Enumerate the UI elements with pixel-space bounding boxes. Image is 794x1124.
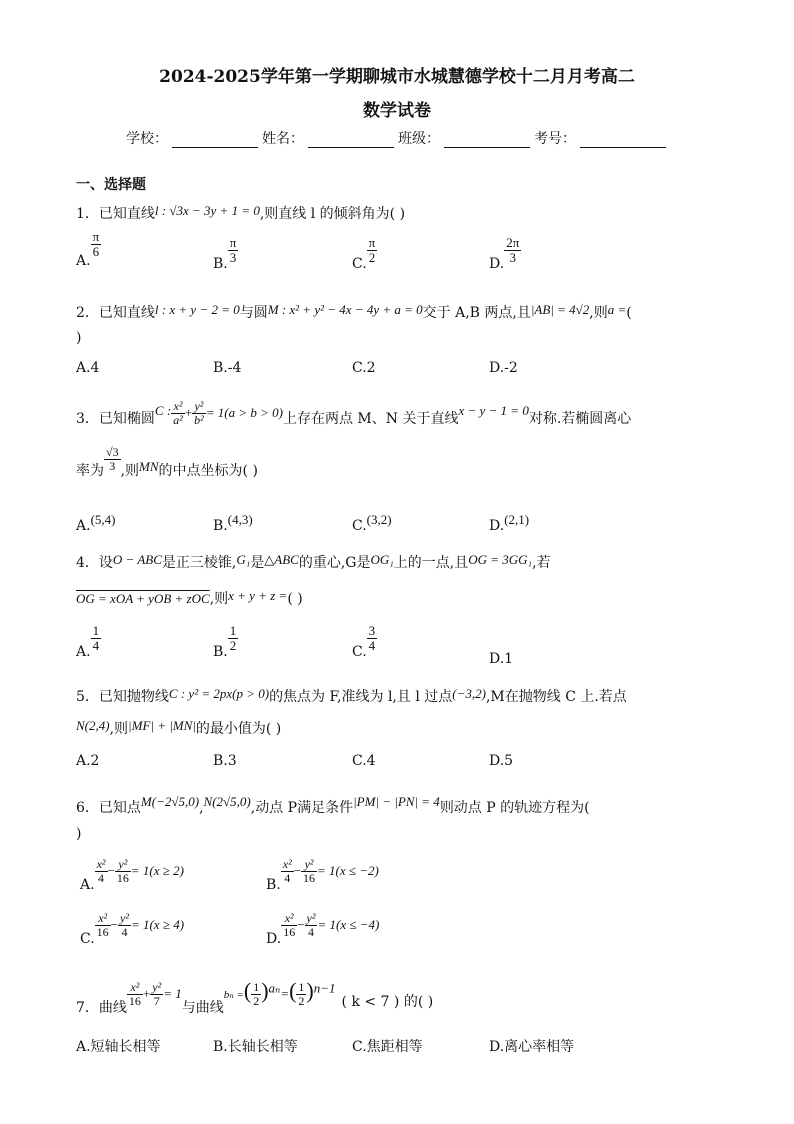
q2-option-a: A.4	[76, 360, 100, 376]
q6-option-b: B. $\frac{\text{x²}}{4}$ − $\frac{\text{y²}}{16}$ = 1(x ≤ −2)	[266, 857, 379, 894]
exam-title-line1: 2024-2025学年第一学期聊城市水城慧德学校十二月月考高二	[159, 67, 635, 87]
q7-option-b: B.长轴长相等	[213, 1039, 298, 1055]
q4-option-a: A. $\frac{1}{4}$	[76, 623, 100, 661]
question-3: 3．已知椭圆C : $\frac{\text{x²}}{\text{a²}}$ + $\frac{\text{y²}}{\text{b²}}$ = 1(a > b > 0)上存在两点 M、N 关于直线x − y − 1 = 0对称.若椭圆离心	[76, 399, 632, 428]
exam-no-blank	[580, 133, 666, 148]
question-3-line2: 率为 $\frac{√3}{3}$ ,则MN的中点坐标为( )	[76, 445, 258, 480]
exam-no-label: 考号：	[534, 131, 576, 147]
question-2: 2．已知直线l : x + y − 2 = 0与圆M : x² + y² − 4x − 4y + a = 0交于 A,B 两点,且|AB| = 4√2,则a =(	[76, 302, 632, 321]
q2-option-b: B.-4	[213, 360, 242, 376]
school-label: 学校：	[126, 131, 168, 147]
q2-option-c: C.2	[352, 360, 376, 376]
question-5: 5．已知抛物线C : y² = 2px(p > 0)的焦点为 F,准线为 l,且 l 过点(−3,2),M在抛物线 C 上.若点	[76, 686, 627, 705]
q6-option-d: D. $\frac{\text{x²}}{16}$ − $\frac{\text{y²}}{4}$ = 1(x ≤ −4)	[266, 911, 380, 948]
q3-option-b: B.(4,3)	[213, 512, 253, 534]
q1-option-c: C. $\frac{\pi}{2}$	[352, 235, 376, 273]
q5-option-b: B.3	[213, 753, 237, 769]
q6-option-c: C. $\frac{\text{x²}}{16}$ − $\frac{\text{y²}}{4}$ = 1(x ≥ 4)	[80, 911, 185, 948]
question-4-line2: OG = xOA + yOB + zOC,则x + y + z =( )	[76, 588, 303, 607]
question-1: 1．已知直线l : √3x − 3y + 1 = 0,则直线 l 的倾斜角为( )	[76, 203, 406, 222]
q2-option-d: D.-2	[489, 360, 518, 376]
school-blank	[172, 133, 258, 148]
q6-wrap: )	[76, 826, 82, 842]
q4-option-b: B. $\frac{1}{2}$	[213, 623, 237, 661]
q1-line-equation: l : √3x − 3y + 1 = 0	[154, 203, 260, 218]
q7-option-c: C.焦距相等	[352, 1039, 423, 1055]
q1-option-b: B. $\frac{\pi}{3}$	[213, 235, 237, 273]
question-4: 4．设O − ABC是正三棱锥,G₁是△ABC的重心,G是OG₁上的一点,且OG = 3GG₁,若	[76, 552, 551, 571]
q1-option-d: D. $\frac{2\pi}{3}$	[489, 235, 520, 273]
question-7: 7．曲线 $\frac{\text{x²}}{16}$ + $\frac{\text{y²}}{7}$ = 1与曲线bₙ =( $\frac{1}{2}$ )$^{a_n}$=( $\frac{1}{2}$ )$^{n-1}$( k < 7 ) 的( )	[76, 978, 434, 1016]
q4-option-c: C. $\frac{3}{4}$	[352, 623, 376, 661]
q3-option-d: D.(2,1)	[489, 512, 530, 534]
q7-option-d: D.离心率相等	[489, 1039, 575, 1055]
section-heading: 一、选择题	[76, 177, 146, 193]
question-5-line2: N(2,4),则|MF| + |MN|的最小值为( )	[76, 718, 282, 737]
q7-option-a: A.短轴长相等	[76, 1039, 161, 1055]
q1-option-a: A. $\frac{\pi}{6}$	[76, 229, 100, 270]
question-6: 6．已知点M(−2√5,0),N(2√5,0),动点 P满足条件|PM| − |PN| = 4则动点 P 的轨迹方程为(	[76, 794, 590, 816]
q5-option-c: C.4	[352, 753, 376, 769]
q2-wrap: )	[76, 330, 82, 346]
class-label: 班级：	[398, 131, 440, 147]
class-blank	[444, 133, 530, 148]
student-info-line	[126, 128, 670, 148]
exam-title-line2: 数学试卷	[363, 101, 431, 121]
q6-option-a: A. $\frac{\text{x²}}{4}$ − $\frac{\text{y²}}{16}$ = 1(x ≥ 2)	[80, 857, 184, 894]
name-blank	[308, 133, 394, 148]
q5-option-a: A.2	[76, 753, 100, 769]
name-label: 姓名：	[262, 131, 304, 147]
q4-option-d: D.1	[489, 651, 514, 667]
q3-option-c: C.(3,2)	[352, 512, 392, 534]
q5-option-d: D.5	[489, 753, 514, 769]
q3-option-a: A.(5,4)	[76, 512, 116, 534]
